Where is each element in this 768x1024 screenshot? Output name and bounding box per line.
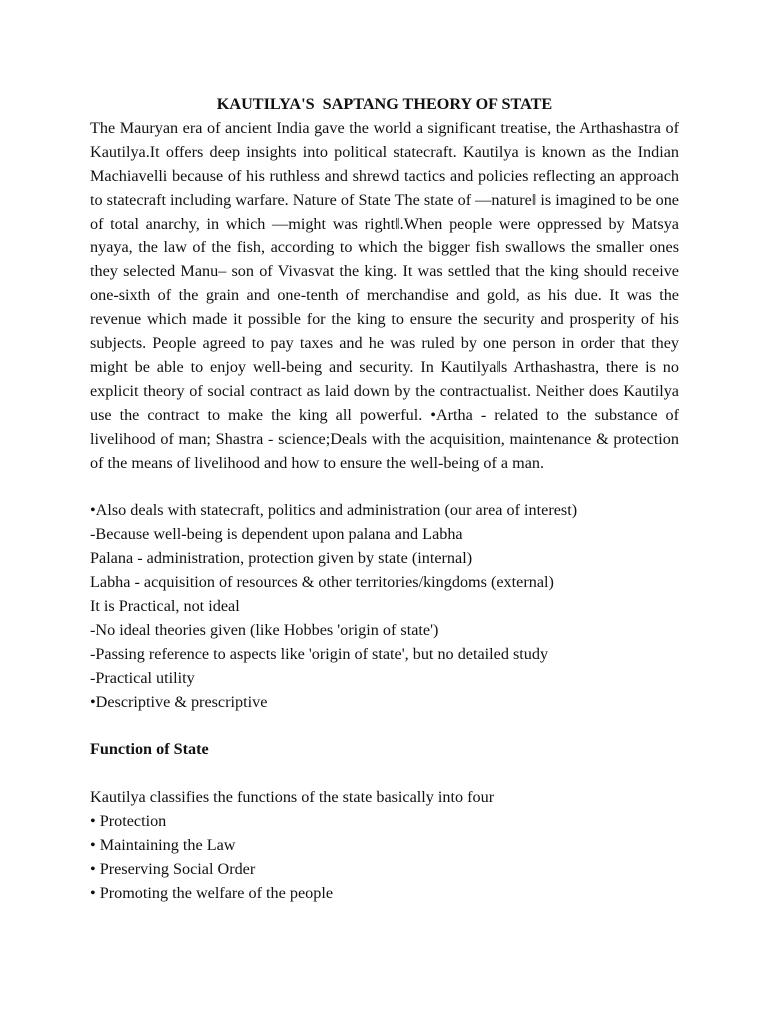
spacer	[90, 762, 679, 786]
functions-intro: Kautilya classifies the functions of the state basically into four	[90, 788, 495, 807]
spacer	[90, 715, 679, 739]
spacer	[90, 476, 679, 500]
note-line: -Passing reference to aspects like 'origin of state', but no detailed study	[90, 644, 549, 663]
note-line: -Practical utility	[90, 668, 195, 687]
note-line: -Because well-being is dependent upon palana and Labha	[90, 525, 463, 544]
function-item: • Maintaining the Law	[90, 836, 236, 855]
note-line: Palana - administration, protection given by state (internal)	[90, 549, 473, 568]
note-line: •Descriptive & prescriptive	[90, 692, 268, 711]
section-heading: Function of State	[90, 740, 209, 759]
document-body	[90, 93, 679, 906]
document-title: KAUTILYA'S SAPTANG THEORY OF STATE	[216, 95, 553, 113]
note-line: •Also deals with statecraft, politics and administration (our area of interest)	[90, 501, 578, 520]
intro-paragraph: The Mauryan era of ancient India gave the world a significant treatise, the Arthashastra of Kautilya.It offers deep insights into political statecraft. Kautilya is known as the Indian Machiavelli because of his ruthless and shrewd tactics and policies reflecting an approach to statecraft including warfare. Nature of State The state of —nature‖ is imagined to be one of total anarchy, in which —might was right‖.When people were oppressed by Matsya nyaya, the law of the fish, according to which the bigger fish swallows the smaller ones they selected Manu– son of Vivasvat the king. It was settled that the king should receive one-sixth of the grain and one-tenth of merchandise and gold, as his due. It was the revenue which made it possible for the king to ensure the security and prosperity of his subjects. People agreed to pay taxes and he was ruled by one person in order that they might be able to enjoy well-being and security. In Kautilya‖s Arthashastra, there is no explicit theory of social contract as laid down by the contractualist. Neither does Kautilya use the contract to make the king all powerful. •Artha - related to the substance of livelihood of man; Shastra - science;Deals with the acquisition, maintenance & protection of the means of livelihood and how to ensure the well-being of a man.	[90, 118, 679, 472]
function-item: • Protection	[90, 812, 167, 831]
functions-list	[90, 810, 679, 906]
function-item: • Promoting the welfare of the people	[90, 883, 334, 902]
note-line: -No ideal theories given (like Hobbes 'origin of state')	[90, 620, 439, 639]
note-line: Labha - acquisition of resources & other territories/kingdoms (external)	[90, 573, 554, 592]
function-item: • Preserving Social Order	[90, 859, 256, 878]
notes-list	[90, 499, 679, 714]
note-line: It is Practical, not ideal	[90, 597, 240, 616]
